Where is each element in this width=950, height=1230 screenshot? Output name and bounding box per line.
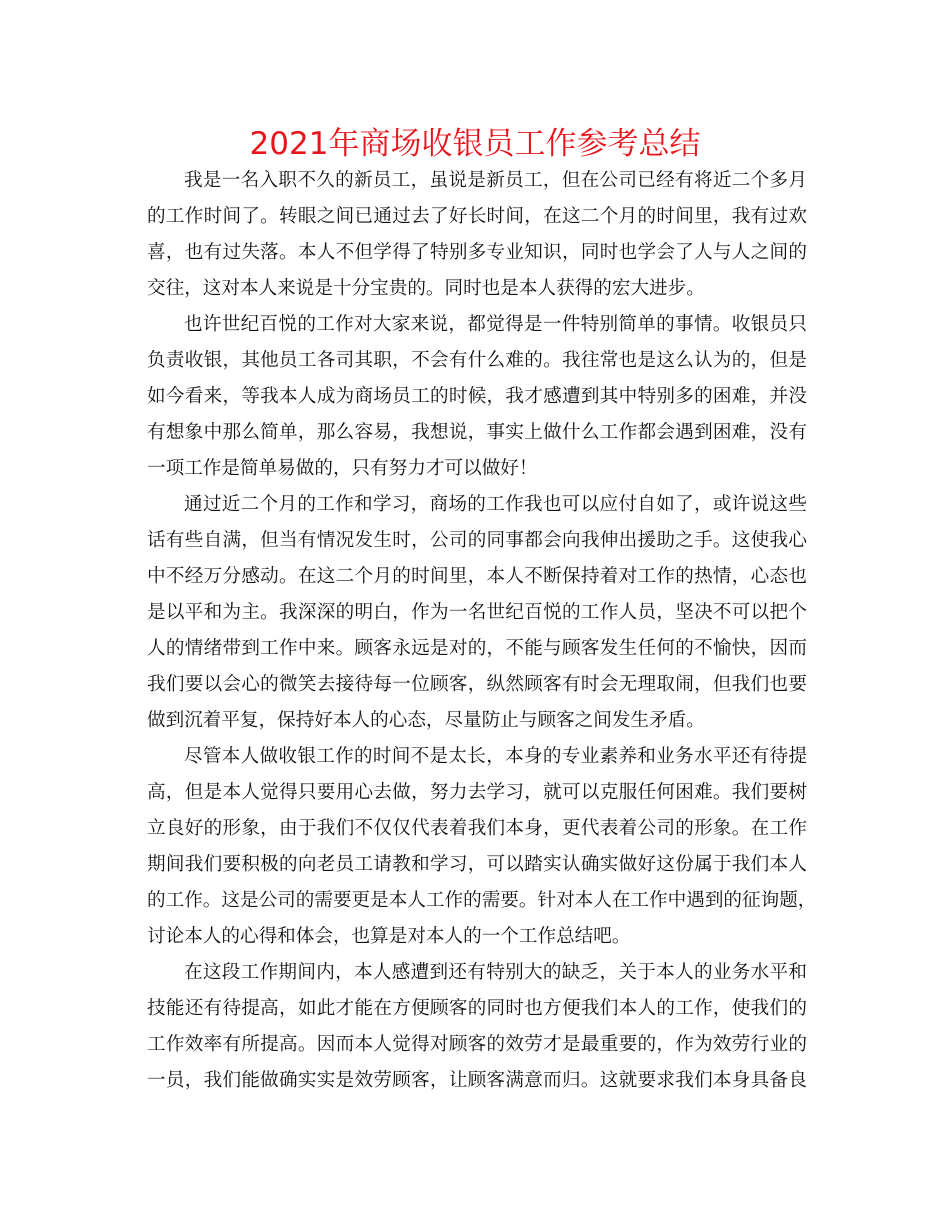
paragraph-line: 中不经万分感动。在这二个月的时间里，本人不断保持着对工作的热情，心态也 <box>147 566 807 587</box>
paragraph <box>147 955 807 1099</box>
paragraph-line: 人的情绪带到工作中来。顾客永远是对的，不能与顾客发生任何的不愉快，因而 <box>147 638 807 659</box>
paragraph-line: 期间我们要积极的向老员工请教和学习，可以踏实认确实做好这份属于我们本人 <box>147 854 807 875</box>
paragraph <box>147 307 807 487</box>
paragraph-line: 立良好的形象，由于我们不仅仅代表着我们本身，更代表着公司的形象。在工作 <box>147 818 807 839</box>
paragraph <box>147 163 807 307</box>
paragraph-line: 的工作。这是公司的需要更是本人工作的需要。针对本人在工作中遇到的征询题， <box>147 890 817 911</box>
paragraph-line: 高，但是本人觉得只要用心去做，努力去学习，就可以克服任何困难。我们要树 <box>147 782 807 803</box>
paragraph-line: 如今看来，等我本人成为商场员工的时候，我才感遭到其中特别多的困难，并没 <box>147 386 807 407</box>
paragraph-line: 技能还有待提高，如此才能在方便顾客的同时也方便我们本人的工作，使我们的 <box>147 998 807 1019</box>
paragraph-line: 在这段工作期间内，本人感遭到还有特别大的缺乏，关于本人的业务水平和 <box>184 962 807 983</box>
paragraph-line: 是以平和为主。我深深的明白，作为一名世纪百悦的工作人员，坚决不可以把个 <box>147 602 807 623</box>
paragraph <box>147 487 807 739</box>
paragraph-line: 工作效率有所提高。因而本人觉得对顾客的效劳才是最重要的，作为效劳行业的 <box>147 1034 807 1055</box>
paragraph-line: 也许世纪百悦的工作对大家来说，都觉得是一件特别简单的事情。收银员只 <box>184 314 807 335</box>
paragraph-line: 负责收银，其他员工各司其职，不会有什么难的。我往常也是这么认为的，但是 <box>147 350 807 371</box>
paragraph-line: 一员，我们能做确实实是效劳顾客，让顾客满意而归。这就要求我们本身具备良 <box>147 1070 807 1091</box>
paragraph-line: 一项工作是简单易做的，只有努力才可以做好！ <box>147 458 538 479</box>
paragraph-line: 通过近二个月的工作和学习，商场的工作我也可以应付自如了，或许说这些 <box>184 494 807 515</box>
paragraph <box>147 739 817 955</box>
paragraph-line: 喜，也有过失落。本人不但学得了特别多专业知识，同时也学会了人与人之间的 <box>147 242 807 263</box>
paragraph-line: 我们要以会心的微笑去接待每一位顾客，纵然顾客有时会无理取闹，但我们也要 <box>147 674 807 695</box>
document-body <box>147 163 817 1099</box>
paragraph-line: 话有些自满，但当有情况发生时，公司的同事都会向我伸出援助之手。这使我心 <box>147 530 807 551</box>
paragraph-line: 做到沉着平复，保持好本人的心态，尽量防止与顾客之间发生矛盾。 <box>147 710 705 731</box>
paragraph-line: 有想象中那么简单，那么容易，我想说，事实上做什么工作都会遇到困难，没有 <box>147 422 807 443</box>
paragraph-line: 我是一名入职不久的新员工，虽说是新员工，但在公司已经有将近二个多月 <box>184 170 807 191</box>
document-title: 2021年商场收银员工作参考总结 <box>249 126 701 162</box>
paragraph-line: 的工作时间了。转眼之间已通过去了好长时间，在这二个月的时间里，我有过欢 <box>147 206 807 227</box>
paragraph-line: 交往，这对本人来说是十分宝贵的。同时也是本人获得的宏大进步。 <box>147 278 705 299</box>
paragraph-line: 讨论本人的心得和体会，也算是对本人的一个工作总结吧。 <box>147 926 631 947</box>
paragraph-line: 尽管本人做收银工作的时间不是太长，本身的专业素养和业务水平还有待提 <box>184 746 807 767</box>
